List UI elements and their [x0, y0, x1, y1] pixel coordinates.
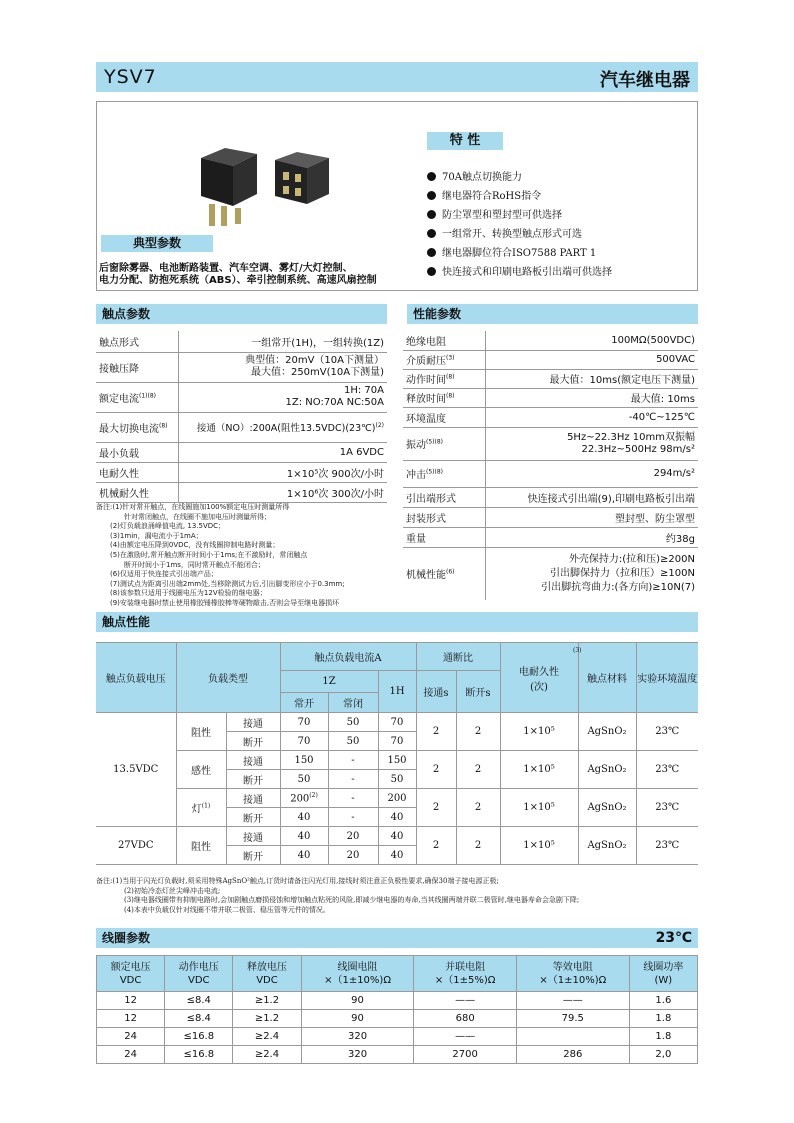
- bullet-icon: [427, 267, 436, 276]
- off-time-cell: 2: [456, 789, 500, 827]
- table-cell: ≥1.2: [233, 992, 301, 1010]
- contact-performance-notes: 备注:(1)当用于闪光灯负载时,须采用特殊AgSnO²触点,订货时请备注闪光灯用,接线时须注意正负极性要求,确保30端子接电源正极; (2)初始冷态灯丝尖峰冲击电流; (3)继电器线圈带有抑制电路时,会加剧触点磨损侵蚀和增加触点粘死的风险,即减少继电器的寿命,当其线圈两端并联二极管时,继电器寿命会急剧下降; (4)本表中负载仅针对线圈不带并联二极管、稳压管等元件的情况。: [96, 877, 580, 914]
- mode-cell: 接通: [226, 713, 280, 732]
- coil-params-heading: 线圈参数 23℃: [96, 928, 698, 948]
- column-header: 等效电阻 ×（1±10%)Ω: [516, 956, 629, 992]
- table-cell: 2,0: [629, 1046, 697, 1064]
- table-cell: 1.8: [629, 1010, 697, 1028]
- table-row: 冲击$^{(5)(8)}$ 294m/s²: [403, 460, 698, 487]
- mode-cell: 断开: [226, 846, 280, 865]
- nc-current-cell: 20: [328, 827, 378, 846]
- page-title: 汽车继电器: [600, 70, 690, 91]
- table-row: [97, 1046, 698, 1064]
- feature-item: 一组常开、转换型触点形式可选: [427, 225, 697, 244]
- table-row: 触点形式 一组常开(1H)，一组转换(1Z): [96, 331, 387, 352]
- table-row: [96, 713, 698, 732]
- table-cell: 12: [97, 1010, 165, 1028]
- no-current-cell: 70: [280, 713, 328, 732]
- table-cell: 79.5: [516, 1010, 629, 1028]
- coil-params-table: [96, 955, 698, 1064]
- bullet-icon: [427, 229, 436, 238]
- h-current-cell: 150: [378, 751, 416, 770]
- material-cell: AgSnO₂: [578, 751, 636, 789]
- on-time-cell: 2: [416, 827, 456, 865]
- table-row: 重量 约38g: [403, 527, 698, 547]
- relay-product-image: [195, 138, 335, 230]
- column-header: 额定电压 VDC: [97, 956, 165, 992]
- column-header: 并联电阻 ×（1±5%)Ω: [414, 956, 516, 992]
- feature-item: 继电器脚位符合ISO7588 PART 1: [427, 244, 697, 263]
- typical-params-label: 典型参数: [101, 235, 213, 252]
- table-cell: 90: [301, 1010, 414, 1028]
- table-cell: ——: [516, 992, 629, 1010]
- endurance-cell: 1×10⁵: [500, 751, 578, 789]
- no-current-cell: 40: [280, 846, 328, 865]
- table-row: 最小负载 1A 6VDC: [96, 442, 387, 462]
- endurance-cell: 1×10⁵: [500, 827, 578, 865]
- table-row: 封装形式 塑封型、防尘罩型: [403, 507, 698, 527]
- mode-cell: 断开: [226, 770, 280, 789]
- no-current-cell: 70: [280, 732, 328, 751]
- on-time-cell: 2: [416, 713, 456, 751]
- intro-box: [96, 101, 698, 291]
- table-cell: [516, 1028, 629, 1046]
- table-cell: 286: [516, 1046, 629, 1064]
- feature-item: 快连接式和印刷电路板引出端可供选择: [427, 263, 697, 282]
- table-row: [96, 789, 698, 808]
- table-cell: 320: [301, 1046, 414, 1064]
- typical-applications: [99, 263, 419, 287]
- table-row: 引出端形式 快连接式引出端(9),印刷电路板引出端: [403, 487, 698, 507]
- h-current-cell: 70: [378, 732, 416, 751]
- nc-current-cell: 50: [328, 713, 378, 732]
- table-cell: 1.6: [629, 992, 697, 1010]
- h-current-cell: 50: [378, 770, 416, 789]
- table-cell: ——: [414, 992, 516, 1010]
- material-cell: AgSnO₂: [578, 827, 636, 865]
- contact-params-notes: 备注:(1)针对常开触点，在线圈施加100%额定电压时测量所得 针对常闭触点，在线圈不施加电压时测量所得； (2)灯负载浪涌峰值电流, 13.5VDC； (3)1min，漏电流小于1mA； (4)由额定电压降到0VDC，没有线圈抑制电路时测量； (5)在激励时,常开触点断开时间小于1ms;在不激励时，常闭触点 断开时间小于1ms，同时常开触点不能闭合； (6)仅适用于快连接式引出端产品； (7)测试点为距离引出端2mm处,当移除测试力后,引出脚变形应小于0.3mm; (8)该参数只适用于线圈电压为12V检验的继电器； (9)安装继电器时禁止使用橡胶锤橡胶棒等硬物敲击,否则会导至继电器损坏: [96, 503, 345, 607]
- table-row: 最大切换电流$^{(8)}$ 接通（NO）:200A(阻性13.5VDC)(23℃)$^{(2)}$: [96, 412, 387, 442]
- feature-item: 70A触点切换能力: [427, 168, 697, 187]
- no-current-cell: 40: [280, 827, 328, 846]
- contact-performance-heading: 触点性能: [96, 612, 698, 632]
- no-current-cell: 150: [280, 751, 328, 770]
- feature-item: 防尘罩型和塑封型可供选择: [427, 206, 697, 225]
- table-cell: ≤8.4: [165, 992, 233, 1010]
- nc-current-cell: 20: [328, 846, 378, 865]
- mode-cell: 断开: [226, 732, 280, 751]
- off-time-cell: 2: [456, 827, 500, 865]
- table-cell: 680: [414, 1010, 516, 1028]
- column-header: 动作电压 VDC: [165, 956, 233, 992]
- bullet-icon: [427, 191, 436, 200]
- load-type-cell: 灯$^{(1)}$: [176, 789, 226, 827]
- on-time-cell: 2: [416, 789, 456, 827]
- nc-current-cell: -: [328, 789, 378, 808]
- table-row: 机械耐久性 1×10⁶次 300次/小时: [96, 482, 387, 502]
- performance-heading: 性能参数: [407, 304, 698, 324]
- mode-cell: 接通: [226, 789, 280, 808]
- table-cell: 2700: [414, 1046, 516, 1064]
- nc-current-cell: -: [328, 770, 378, 789]
- material-cell: AgSnO₂: [578, 713, 636, 751]
- mode-cell: 断开: [226, 808, 280, 827]
- table-row: [97, 992, 698, 1010]
- table-cell: ≤8.4: [165, 1010, 233, 1028]
- typical-line: 电力分配、防抱死系统（ABS）、牵引控制系统、高速风扇控制: [99, 275, 377, 286]
- contact-performance-table: 触点负载电压 负载类型 触点负载电流A 通断比 (3) 电耐久性 (次) 触点材料 实验环境温度 1Z 1H 接通s 断开s 常开 常闭 13.5VDC 阻性 接通 70 50 70 2 2 1×10⁵ AgSnO₂ 23℃ 断开 70 50 70 感性 接通 150 - 150 2 2 1×10⁵ AgSnO₂ 23℃ 断开 50 - 50 灯$^{(1)}$ 接通 200$^{(2)}$ - 200 2 2 1×10⁵ AgSnO₂ 23℃ 断开 40 - 40 27VDC 阻性 接通 40 20 40 2 2 1×10⁵ AgSnO₂ 23℃ 断开 40 20 40: [96, 642, 698, 865]
- load-type-cell: 阻性: [176, 827, 226, 865]
- table-row: 动作时间$^{(8)}$ 最大值：10ms(额定电压下测量): [403, 369, 698, 388]
- h-current-cell: 40: [378, 846, 416, 865]
- table-row: [97, 1010, 698, 1028]
- column-header: 线圈功率 (W): [629, 956, 697, 992]
- table-row: 机械性能$^{(6)}$ 外壳保持力:(拉和压)≥200N 引出脚保持力（拉和压）≥100N 引出脚抗弯曲力:(各方向)≥10N(7): [403, 547, 698, 600]
- column-header: 线圈电阻 ×（1±10%)Ω: [301, 956, 414, 992]
- table-row: 电耐久性 1×10⁵次 900次/小时: [96, 462, 387, 482]
- table-cell: ≤16.8: [165, 1028, 233, 1046]
- table-row: [97, 1028, 698, 1046]
- header-bar: [96, 62, 698, 92]
- table-row: 环境温度 -40℃~125℃: [403, 407, 698, 427]
- nc-current-cell: 50: [328, 732, 378, 751]
- table-row: [96, 751, 698, 770]
- bullet-icon: [427, 172, 436, 181]
- endurance-cell: 1×10⁵: [500, 713, 578, 751]
- table-cell: 90: [301, 992, 414, 1010]
- h-current-cell: 200: [378, 789, 416, 808]
- table-row: 额定电流$^{(1)(8)}$ 1H: 70A 1Z: NO:70A NC:50A: [96, 382, 387, 412]
- table-row: [96, 827, 698, 846]
- h-current-cell: 40: [378, 827, 416, 846]
- features-label: 特 性: [427, 132, 503, 150]
- column-header: 释放电压 VDC: [233, 956, 301, 992]
- bullet-icon: [427, 210, 436, 219]
- h-current-cell: 40: [378, 808, 416, 827]
- off-time-cell: 2: [456, 713, 500, 751]
- h-current-cell: 70: [378, 713, 416, 732]
- endurance-cell: 1×10⁵: [500, 789, 578, 827]
- load-type-cell: 阻性: [176, 713, 226, 751]
- table-cell: 12: [97, 992, 165, 1010]
- material-cell: AgSnO₂: [578, 789, 636, 827]
- temp-cell: 23℃: [636, 713, 698, 751]
- table-row: 绝缘电阻 100MΩ(500VDC): [403, 331, 698, 350]
- features-list: [427, 168, 697, 282]
- contact-params-table: [96, 331, 387, 503]
- table-cell: ≥2.4: [233, 1046, 301, 1064]
- table-cell: ≥1.2: [233, 1010, 301, 1028]
- contact-params-heading: 触点参数: [96, 304, 387, 324]
- table-cell: 1.8: [629, 1028, 697, 1046]
- temp-cell: 23℃: [636, 751, 698, 789]
- typical-line: 后窗除雾器、电池断路装置、汽车空调、雾灯/大灯控制、: [99, 263, 353, 274]
- table-row: 振动$^{(5)(8)}$ 5Hz~22.3Hz 10mm双振幅 22.3Hz~500Hz 98m/s²: [403, 427, 698, 460]
- table-cell: 24: [97, 1028, 165, 1046]
- load-type-cell: 感性: [176, 751, 226, 789]
- temp-cell: 23℃: [636, 789, 698, 827]
- nc-current-cell: -: [328, 751, 378, 770]
- table-cell: 24: [97, 1046, 165, 1064]
- temp-cell: 23℃: [636, 827, 698, 865]
- no-current-cell: 50: [280, 770, 328, 789]
- coil-temp: 23℃: [655, 930, 692, 946]
- table-cell: ——: [414, 1028, 516, 1046]
- table-cell: ≥2.4: [233, 1028, 301, 1046]
- performance-table: [403, 331, 698, 600]
- off-time-cell: 2: [456, 751, 500, 789]
- table-row: 接触压降 典型值：20mV（10A下测量） 最大值：250mV(10A下测量): [96, 352, 387, 382]
- no-current-cell: 200$^{(2)}$: [280, 789, 328, 808]
- on-time-cell: 2: [416, 751, 456, 789]
- feature-item: 继电器符合RoHS指令: [427, 187, 697, 206]
- no-current-cell: 40: [280, 808, 328, 827]
- model-name: YSV7: [104, 66, 157, 88]
- nc-current-cell: -: [328, 808, 378, 827]
- voltage-cell: 13.5VDC: [96, 713, 176, 827]
- table-row: 释放时间$^{(8)}$ 最大值: 10ms: [403, 388, 698, 407]
- voltage-cell: 27VDC: [96, 827, 176, 865]
- mode-cell: 接通: [226, 751, 280, 770]
- table-cell: ≤16.8: [165, 1046, 233, 1064]
- table-row: 介质耐压$^{(3)}$ 500VAC: [403, 350, 698, 369]
- bullet-icon: [427, 248, 436, 257]
- table-cell: 320: [301, 1028, 414, 1046]
- mode-cell: 接通: [226, 827, 280, 846]
